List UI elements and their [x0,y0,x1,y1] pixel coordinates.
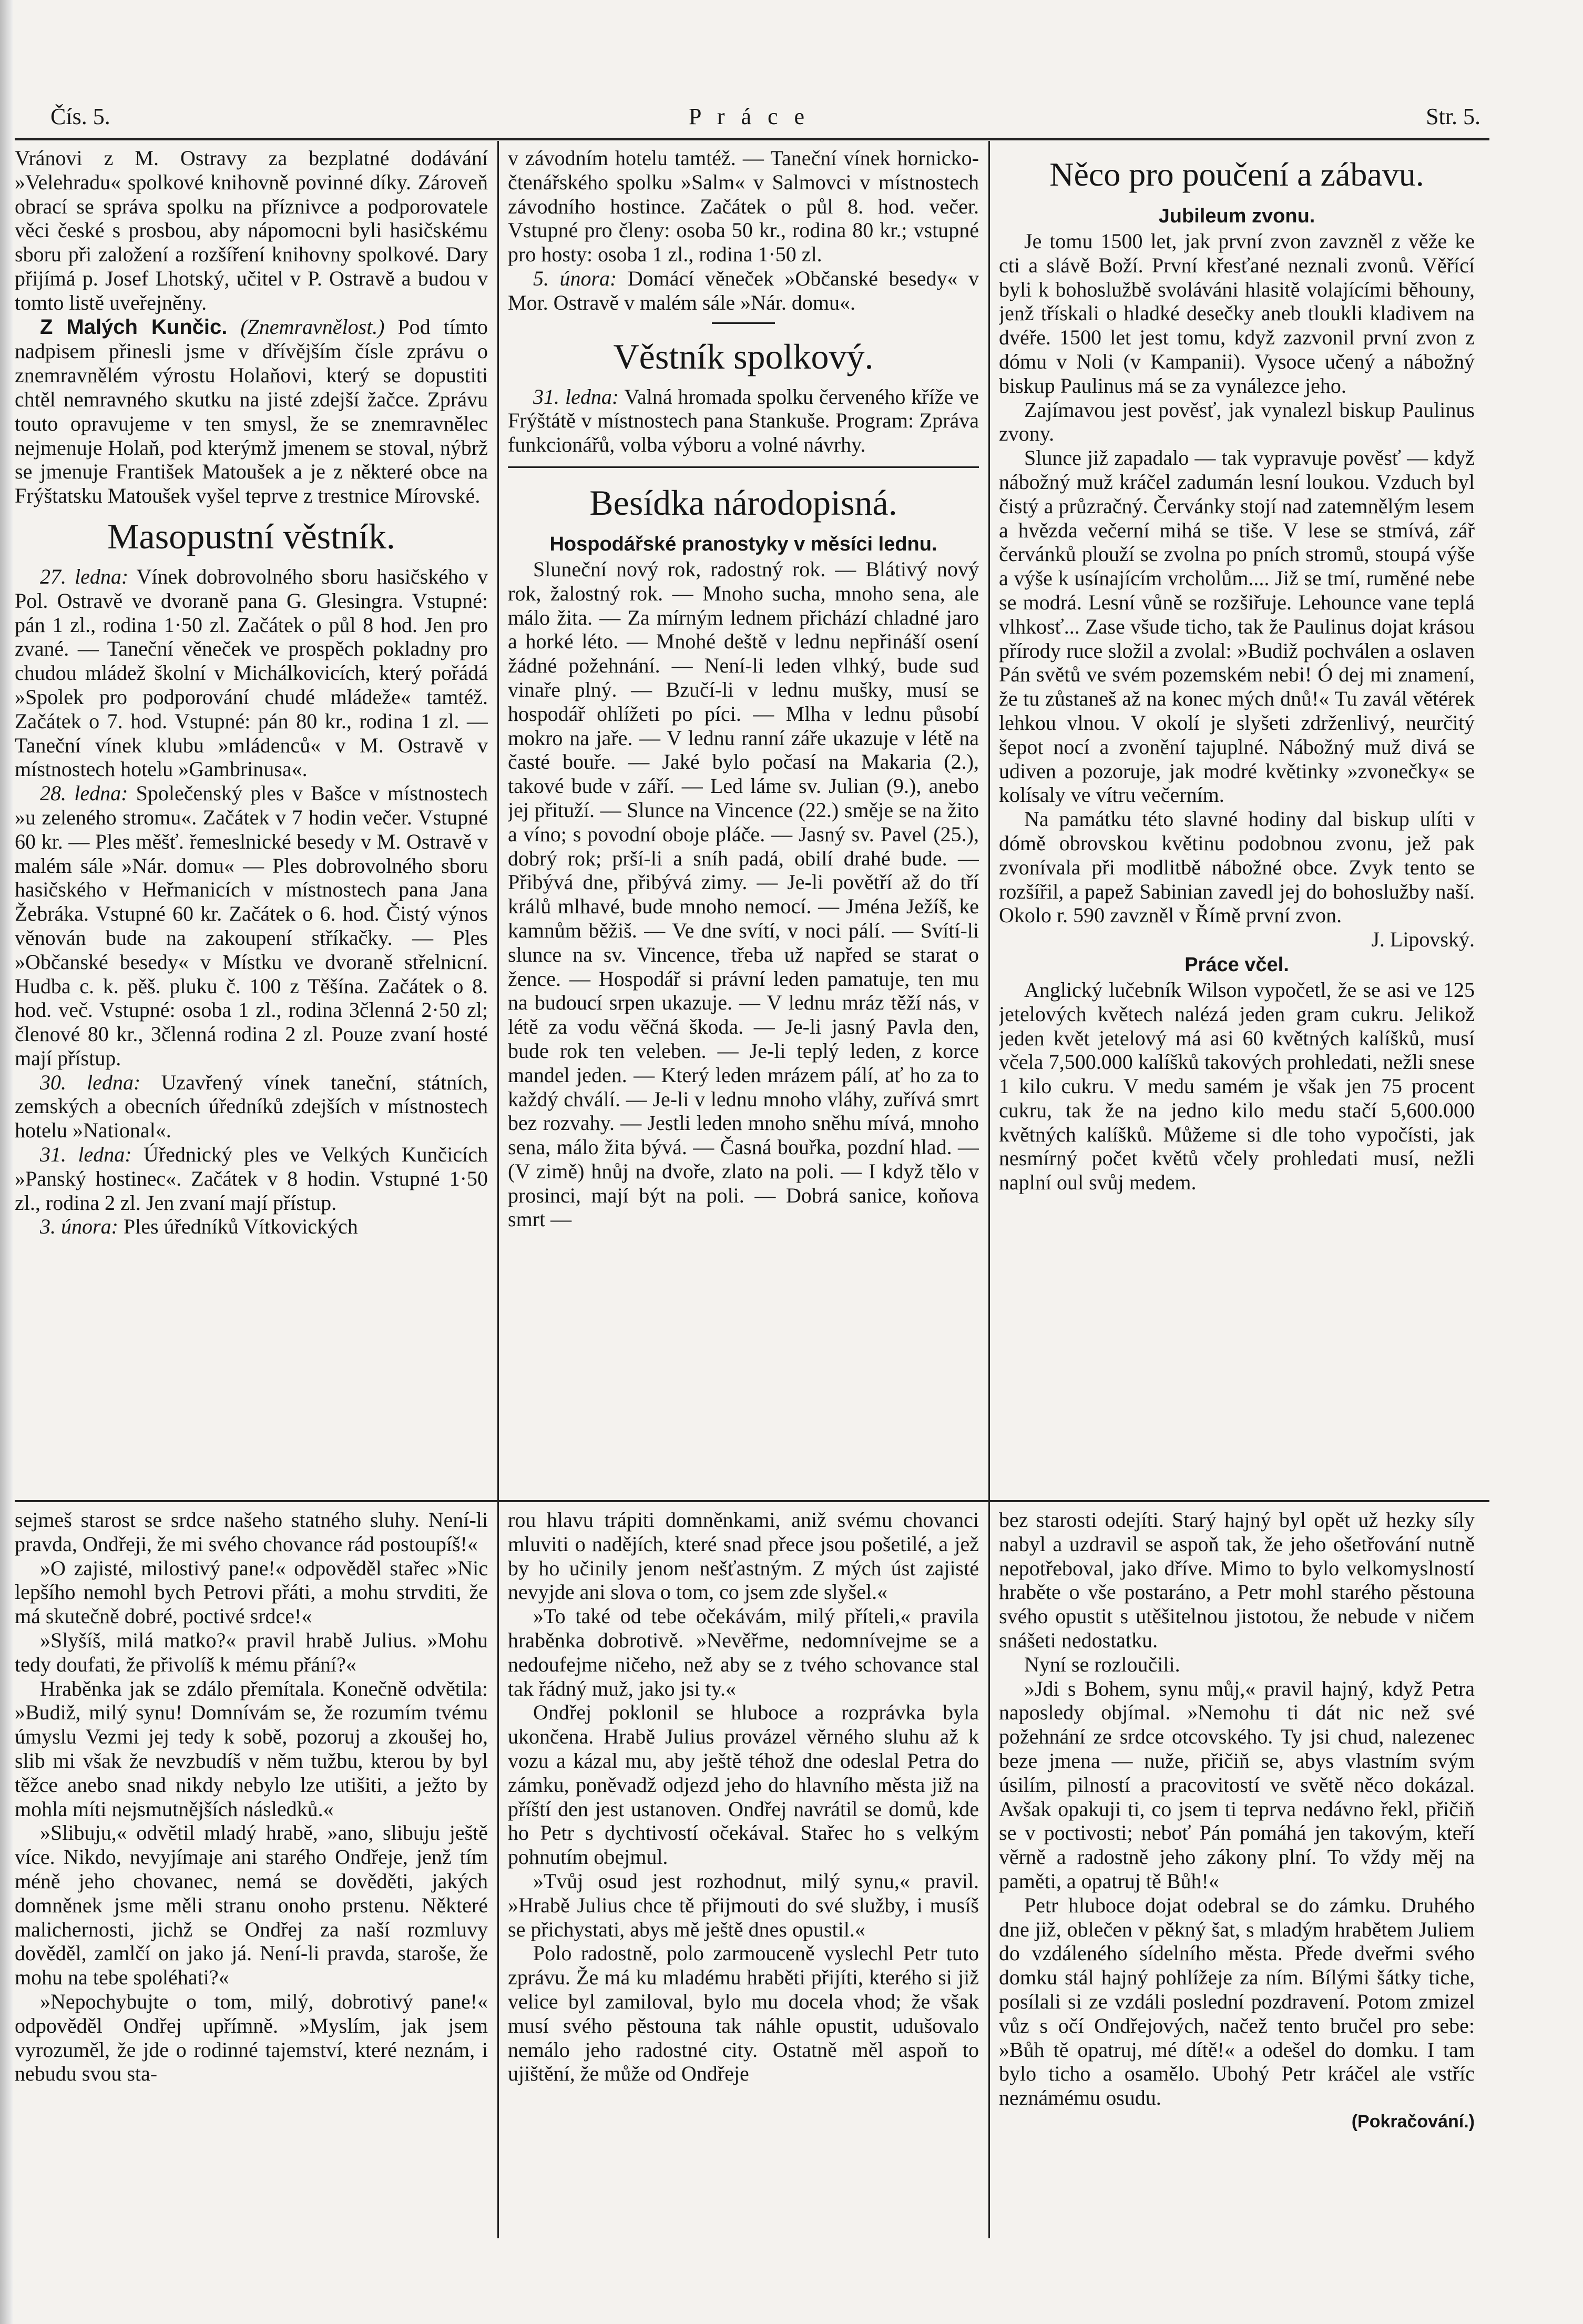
event-text: Domácí věneček »Občanské besedy« v Mor. Ostravě v malém sále »Nár. domu«. [508,266,979,314]
event-text: Uzavřený vínek taneční, státních, zemských a obecních úředníků zdejších v místnostech hotelu »National«. [15,1070,488,1143]
story-paragraph: »To také od tebe očekávám, milý příteli,« pravila hraběnka dobrotivě. »Nevěřme, nedomnívejme se a nedoufejme ničeho, než aby se z tvého schovance stal tak řádný muž, jako jsi ty.« [508,1604,979,1700]
column-3-bottom [999,1508,1475,2236]
event-item [15,1143,488,1215]
section-heading: Něco pro poučení a zábavu. [1049,156,1424,193]
story-paragraph: Polo radostně, polo zarmouceně vyslechl Petr tuto zprávu. Že má ku mladému hraběti přijíti, kterého si již velice byl zamiloval, bylo mu docela vhod; že však musí svého pěstouna tak náhle opustit, udušovalo nemálo jeho radostné city. Ostatně měl aspoň to ujištění, že může od Ondřeje [508,1941,979,2086]
column-divider-3 [497,1502,499,2238]
event-text: Společenský ples v Bašce v místnostech »u zeleného stromu«. Začátek v 7 hodin večer. Vstupné 60 kr. — Ples měšť. řemeslnické besedy v M. Ostravě v malém sále »Nár. domu« — Ples dobrovolného sboru hasičského v Heřmanicích v místnostech pana Jana Žebráka. Vstupné 60 kr. Začátek o 6. hod. Čistý výnos věnován bude na zakoupení stříkačky. — Ples »Občanské besedy« v Místku ve dvoraně střelnicní. Hudba c. k. pěš. pluku č. 100 z Těšína. Začátek o 8. hod. več. Vstupné: osoba 1 zl., rodina 3členná 2·50 zl; členové 80 kr., 3členná rodina 2 zl. Pouze zvaní hosté mají přístup. [15,781,488,1070]
event-text: Valná hromada spolku červeného kříže ve Frýštátě v místnostech pana Stankuše. Program: Zpráva funkcionářů, volba výboru a volné návrhy. [508,384,979,457]
story-paragraph: Petr hluboce dojat odebral se do zámku. Druhého dne již, oblečen v pěkný šat, s mladým hrabětem Juliem do vzdáleného sídelního města. Přede dveřmi svého domku stál hajný pohlížeje za ním. Bílými šátky tiche, posílali si ze vzdáli poslední pozdravení. Potom zmizel vůz s očí Ondřejových, načež tento bručel pro sebe: »Bůh tě opatruj, mé dítě!« a odešel do domku. I tam bylo ticho a osamělo. Ubohý Petr kráčel ale vstříc neznámému osudu. [999,1893,1475,2110]
event-item [15,1071,488,1143]
story-paragraph: Hraběnka jak se zdálo přemítala. Konečně odvětila: »Budiž, milý synu! Domnívám se, že rozumím tvému úmyslu Vezmi jej tedy k sobě, pozoruj a zkoušej ho, slib mi však že nevzbudíš v něm tužbu, kterou by byl těžce anebo snad nikdy nebylo lze utišiti, a ježto by mohla míti nejsmutnějších následků.« [15,1676,488,1821]
section-rule [508,466,979,468]
article-paragraph: Anglický lučebník Wilson vypočetl, že se asi ve 125 jetelových květech nalézá jeden gram cukru. Jelikož jeden květ jetelový má asi 60 květných kalíšků, musí včela 7,500.000 kalíšků takových prohledati, nežli snese 1 kilo cukru. V medu samém je však jen 75 procent cukru, tak že na jedno kilo medu stačí 5,600.000 květných kalíšků. Můžeme si dle toho vypočísti, jak nesmírný počet květů včely prohledati musí, nežli naplní oul svůj medem. [999,977,1475,1195]
article-paragraph: Vránovi z M. Ostravy za bezplatné dodávání »Velehradu« spolkové knihovně povinné díky. Zároveň obrací se správa spolku na příznivce a podporovatele věci české s prosbou, aby nápomocni byli hasičskému sboru při založení a rozšíření knihovny spolkové. Dary přijímá p. Josef Lhotský, učitel v P. Ostravě a budou v tomto listě uveřejněny. [15,146,488,314]
story-paragraph: »Tvůj osud jest rozhodnut, milý synu,« pravil. »Hrabě Julius chce tě přijmouti do své služby, i musíš se přichystati, abys mě ještě dnes opustil.« [508,1869,979,1941]
article-subtitle: (Znemravnělost.) [240,314,385,339]
sub-heading: Práce včel. [1184,953,1289,976]
story-paragraph: »Nepochybujte o tom, milý, dobrotivý pane!« odpověděl Ondřej upřímně. »Myslím, jak jsem vyrozuměl, že jde o rodinné tajemství, které neznám, i nebudu svou sta- [15,1989,488,2086]
story-paragraph: sejmeš starost se srdce našeho statného sluhy. Není-li pravda, Ondřeji, že mi svého chovance rád postoupíš!« [15,1508,488,1556]
continuation-note: (Pokračování.) [1351,2111,1475,2132]
article-paragraph [15,315,488,508]
story-paragraph: »O zajisté, milostivý pane!« odpověděl stařec »Nic lepšího nemohl bych Petrovi přáti, a mohu strvditi, že má skutečně dobré, poctivé srdce!« [15,1556,488,1628]
author-signature: J. Lipovský. [1371,927,1475,952]
story-paragraph: rou hlavu trápiti domněnkami, aniž svému chovanci mluviti o nadějích, které snad přece jsou pošetilé, a jež by ho učinily jenom nešťastným. Z mých úst zajisté nevyjde ani slova o tom, co jsem zde slyšel.« [508,1508,979,1604]
article-paragraph: Zajímavou jest pověsť, jak vynalezl biskup Paulinus zvony. [999,397,1475,446]
short-rule [712,322,775,324]
event-text: Úřednický ples ve Velkých Kunčicích »Panský hostinec«. Začátek v 8 hodin. Vstupné 1·50 zl., rodina 2 zl. Jen zvaní mají přístup. [15,1143,488,1215]
story-paragraph: »Slyšíš, milá matko?« pravil hrabě Julius. »Mohu tedy doufati, že přivolíš k mému přání?« [15,1628,488,1676]
column-divider-1 [497,141,499,1500]
event-item [15,565,488,781]
event-text: Vínek dobrovolného sboru hasičského v Pol. Ostravě ve dvoraně pana G. Glesingra. Vstupné: pán 1 zl., rodina 1·50 zl. Začátek o půl 8 hod. Jen pro zvané. — Taneční věneček ve prospěch pokladny pro chudou mládež školní v Michálkovicích, který pořádá »Spolek pro podporování chudé mládeže« tamtéž. Začátek o 7. hod. Vstupné: pán 80 kr., rodina 1 zl. — Taneční vínek klubu »mládenců« v M. Ostravě v místnostech hotelu »Gambrinusa«. [15,564,488,781]
story-paragraph: »Slibuju,« odvětil mladý hrabě, »ano, slibuju ještě více. Nikdo, nevyjímaje ani starého Ondřeje, jenž tím méně jeho chovanec, nemá se dověděti, jakých domněnek jsme měli stranu onoho prstenu. Některé malichernosti, jichž se Ondřej za naší rozmluvy dověděl, zamlčí on jako já. Není-li pravda, staroše, že mohu na tebe spoléhati?« [15,1821,488,1990]
story-paragraph: bez starosti odejíti. Starý hajný byl opět už hezky síly nabyl a uzdravil se aspoň tak, že jeho ošetřování nutně nepotřeboval, jako dříve. Mimo to bylo velkomyslností hraběte o vše postaráno, a Petr mohl starého pěstouna svého opustit s utěšitelnou jistotou, že nebude v ničem snášeti nedostatku. [999,1508,1475,1652]
column-2-top [508,146,979,1497]
story-divider-rule [15,1500,1489,1502]
section-heading: Věstník spolkový. [613,336,874,376]
column-1-top [15,146,488,1497]
article-paragraph: Sluneční nový rok, radostný rok. — Blátivý nový rok, žalostný rok. — Mnoho sucha, mnoho sena, ale málo žita. — Za mírným lednem přichází chladné jaro a horké léto. — Mnohé deště v lednu nepřináší osení žádné požehnání. — Není-li leden vlhký, bude sud vinaře plný. — Bzučí-li v lednu mušky, musí se hospodář ohlížeti po píci. — Mlha v lednu působí mokro na jaře. — V lednu ranní záře ukazuje v létě na časté bouře. — Jaké bylo počasí na Makaria (2.), takové bude v září. — Led láme sv. Julian (9.), anebo jej přituží. — Slunce na Vincence (22.) směje se na žito a víno; s povodní oboje pláče. — Jasný sv. Pavel (25.), dobrý rok; prší-li a sníh padá, obilí drahé bude. — Přibývá dne, přibývá zimy. — Je-li povětří až do tří králů mlhavé, bude mnoho nemocí. — Jména Ježíš, ke kamnům běžiš. — Ve dne svítí, v noci pálí. — Svítí-li slunce na sv. Vincence, třeba už napřed se starat o žence. — Hospodář si právní leden pamatuje, ten mu na budoucí srpen ukazuje. — V lednu mráz těží nás, v létě za vodu věčná škoda. — Je-li jasný Pavla den, bude rok ten veleben. — Je-li teplý leden, z korce mandel jeden. — Který leden mrázem pálí, ať ho za to každý chválí. — Je-li v lednu mnoho vláhy, zuřívá smrt bez rozvahy. — Jestli leden mnoho sněhu mívá, mnoho sena, málo žita bývá. — Časná bouřka, pozdní hlad. — (V zimě) hnůj na dvoře, zlato na poli. — I když tělo v prosinci, mají být na poli. — Dobrá sanice, koňova smrt — [508,557,979,1231]
article-paragraph: Je tomu 1500 let, jak první zvon zavzněl z věže ke cti a slávě Boží. První křesťané neznali zvonů. Věřící byli k bohoslužbě svoláváni hlasitě volajícími běhouny, jenž třískali o hladké desečky aneb tloukli kladivem na dvéře. 1500 let jest tomu, když zazvonil první zvon z dómu v Noli (v Kampanii). Vysoce učený a nábožný biskup Paulinus má se za vynálezce jeho. [999,229,1475,397]
article-paragraph: Slunce již zapadalo — tak vypravuje pověsť — když nábožný muž kráčel zadumán lesní loukou. Vzduch byl čistý a průzračný. Červánky stojí nad zatemnělým lesem a hvězda večerní mihá se tiše. V lese se stmívá, zář červánků plouží se zvolna po pních stromů, stoupá výše a výše k usínajícím vrcholům.... Již se tmí, ruměné nebe se modrá. Lesní vůně se rozšiřuje. Lehounce vane teplá vlhkosť... Zase všude ticho, tak že Paulinus dojat krásou přírody ruce složil a zvolal: »Budiž pochválen a oslaven Pán světů ve svém pozemském nebi! Ó dej mi znamení, že tu zůstaneš až na konec mých dnů!« Tu zavál větérek lehkou vlnou. V okolí je slyšeti zdrženlivý, neurčitý šepot nocí a zvonění tajuplné. Nábožný muž divá se udiven a pozoruje, jak modré květinky »zvonečky« se kolísaly ve vítru večerním. [999,446,1475,807]
column-2-bottom [508,1508,979,2236]
article-text: Pod tímto nadpisem přinesli jsme v dřívějším čísle zprávu o znemravnělém výrostu Holaňovi, který se dopustiti chtěl nemravného skutku na jisté zdejší žačce. Zprávu touto opravujeme v ten smysl, že se znemravnělec nejmenuje Holaň, pod kterýmž jmenem se stoval, nýbrž se jmenuje František Matoušek a je z některé obce na Frýštatsku Matoušek vyšel teprve z trestnice Mírovské. [15,314,488,508]
event-date: 31. ledna: [40,1143,132,1167]
sub-heading: Jubileum zvonu. [1158,205,1315,227]
event-date: 3. února: [40,1215,118,1239]
scan-edge [0,0,13,2324]
event-item [15,781,488,1071]
column-divider-4 [988,1502,990,2238]
story-paragraph: »Jdi s Bohem, synu můj,« pravil hajný, když Petra naposledy objímal. »Nemohu ti dát nic než své požehnání ze srdce otcovského. Ty jsi chud, nalezenec beze jmena — nuže, přičiň se, abys vlastním svým úsilím, pilností a pracovitostí ve světě něco dokázal. Avšak opakuji ti, co jsem ti teprva nedávno řekl, přičiň se v poctivosti; neboť Pán pomáhá jen takovým, kteří věrně a radostně jeho zákony plní. To vždy měj na paměti, a opatruj tě Bůh!« [999,1676,1475,1893]
column-3-top [999,146,1475,1497]
page-header [0,103,1583,140]
event-date: 27. ledna: [40,564,129,588]
issue-number: Čís. 5. [50,104,110,129]
newspaper-title: P r á c e [689,104,810,129]
section-heading: Masopustní věstník. [107,516,395,556]
story-paragraph: Ondřej poklonil se hluboce a rozprávka byla ukončena. Hrabě Julius provázel věrného sluhu až k vozu a kázal mu, aby ještě téhož dne odeslal Petra do zámku, poněvadž odjezd jeho do hlavního města již na příští den jest ustanoven. Ondřej navrátil se domů, kde ho Petr s dychtivostí očekával. Stařec ho s velkým pohnutím obejmul. [508,1700,979,1869]
article-heading: Z Malých Kunčic. [40,315,228,339]
header-rule [15,138,1489,140]
article-paragraph: v závodním hotelu tamtéž. — Taneční vínek hornicko-čtenářského spolku »Salm« v Salmovci v místnostech závodního hostince. Začátek o půl 8. hod. večer. Vstupné pro členy: osoba 50 kr., rodina 80 kr.; vstupné pro hosty: osoba 1 zl., rodina 1·50 zl. [508,146,979,267]
event-date: 30. ledna: [40,1070,141,1094]
event-item [508,385,979,457]
section-heading: Besídka národopisná. [589,482,897,523]
event-item [15,1215,488,1239]
page-number: Str. 5. [1426,104,1480,129]
column-1-bottom [15,1508,488,2236]
sub-heading: Hospodářské pranostyky v měsíci lednu. [549,533,937,555]
event-text: Ples úředníků Vítkovických [123,1215,358,1239]
article-paragraph: Na památku této slavné hodiny dal biskup ulíti v dómě obrovskou květinu podobnou zvonu, jež pak zvonívala při modlitbě nábožné obce. Zvyk tento se rozšířil, a papež Sabinian zavedl jej do bohoslužby naší. Okolo r. 590 zavzněl v Římě první zvon. [999,807,1475,927]
event-date: 28. ledna: [40,781,128,806]
story-paragraph: Nyní se rozloučili. [1024,1652,1180,1676]
event-item [508,267,979,315]
column-divider-2 [988,141,990,1500]
event-date: 5. února: [533,266,617,290]
event-date: 31. ledna: [533,384,619,409]
